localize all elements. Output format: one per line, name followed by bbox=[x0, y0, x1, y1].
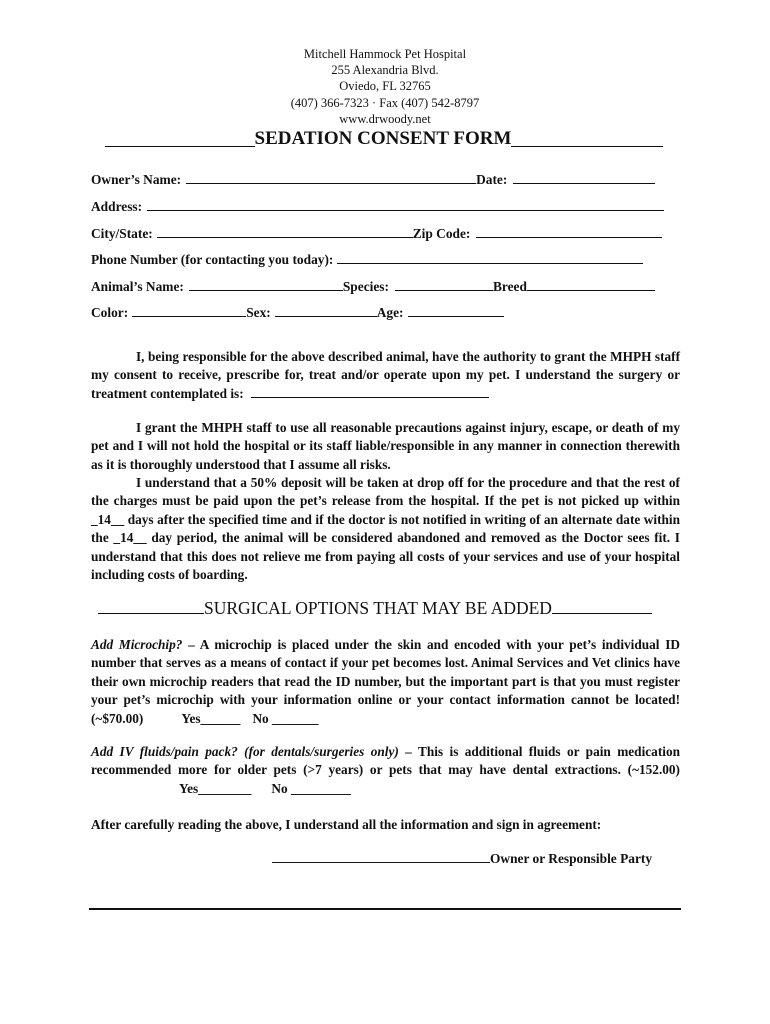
owner-name-field[interactable] bbox=[186, 173, 476, 184]
iv-fluids-yes[interactable]: Yes________ bbox=[179, 780, 252, 796]
form-title bbox=[88, 128, 680, 150]
sex-label: Sex: bbox=[246, 305, 271, 320]
age-field[interactable] bbox=[408, 306, 504, 317]
owner-name-label: Owner’s Name: bbox=[91, 172, 182, 187]
age-label: Age: bbox=[376, 305, 404, 320]
color-label: Color: bbox=[91, 305, 129, 320]
iv-fluids-text: – This is additional fluids or pain medication recommended more for older pets (>7 years) or pets that may have dental extractions. (~152.00) bbox=[91, 744, 680, 778]
section-left-rule bbox=[98, 603, 204, 614]
microchip-label: Add Microchip? bbox=[91, 637, 183, 652]
animal-name-label: Animal’s Name: bbox=[91, 279, 184, 294]
phone-field[interactable] bbox=[337, 253, 643, 264]
authority-paragraph bbox=[91, 348, 680, 403]
surgery-contemplated-field[interactable] bbox=[251, 387, 489, 398]
title-left-rule bbox=[105, 146, 255, 147]
address-field[interactable] bbox=[147, 200, 664, 211]
microchip-yes[interactable]: Yes______ bbox=[181, 710, 241, 726]
breed-field[interactable] bbox=[527, 280, 655, 291]
hospital-website: www.drwoody.net bbox=[339, 111, 431, 126]
hospital-header bbox=[0, 46, 770, 127]
section-right-rule bbox=[552, 603, 652, 614]
signature-label: Owner or Responsible Party bbox=[490, 851, 653, 866]
phone-row bbox=[91, 252, 681, 268]
species-field[interactable] bbox=[395, 280, 493, 291]
animal-name-field[interactable] bbox=[189, 280, 343, 291]
city-state-label: City/State: bbox=[91, 226, 153, 241]
date-field[interactable] bbox=[513, 173, 655, 184]
species-label: Species: bbox=[342, 279, 389, 294]
breed-label: Breed bbox=[492, 279, 527, 294]
surgical-options-title: SURGICAL OPTIONS THAT MAY BE ADDED bbox=[204, 598, 552, 618]
iv-fluids-label: Add IV fluids/pain pack? (for dentals/surgeries only) bbox=[91, 744, 399, 759]
microchip-option bbox=[91, 636, 680, 728]
sex-field[interactable] bbox=[275, 306, 377, 317]
deposit-paragraph: I understand that a 50% deposit will be taken at drop off for the procedure and that the rest of the charges must be paid upon the pet’s release from the hospital. If the pet is not picked up within _14__ days after the specified time and if the doctor is not notified in writing of an alternate date within the _14__ day period, the animal will be considered abandoned and removed as the Doctor sees fit. I understand that this does not relieve me from paying all costs of your services and use of your hospital including costs of boarding. bbox=[91, 475, 680, 583]
agreement-statement: After carefully reading the above, I understand all the information and sign in agreement: bbox=[91, 817, 602, 832]
city-state-field[interactable] bbox=[157, 227, 413, 238]
hospital-address: 255 Alexandria Blvd. bbox=[331, 63, 439, 78]
phone-label: Phone Number (for contacting you today): bbox=[91, 252, 334, 267]
bottom-rule bbox=[89, 908, 681, 910]
precautions-paragraph: I grant the MHPH staff to use all reasonable precautions against injury, escape, or death of my pet and I will not hold the hospital or its staff liable/responsible in any manner in connection therewith as it is thoroughly understood that I assume all risks. bbox=[91, 420, 680, 472]
color-field[interactable] bbox=[132, 306, 246, 317]
microchip-text: – A microchip is placed under the skin and encoded with your pet’s individual ID number that serves as a means of contact if your pet becomes lost. Animal Services and Vet clinics have their own microchip readers that read the ID number, but the important part is that you must register your pet’s microchip with your information online or your contact information cannot be located! (~$70.00) bbox=[91, 637, 680, 726]
date-label: Date: bbox=[476, 172, 508, 187]
animal-row bbox=[91, 279, 681, 295]
signature-row bbox=[272, 851, 682, 867]
zip-code-field[interactable] bbox=[476, 227, 662, 238]
form-title-text: SEDATION CONSENT FORM bbox=[254, 128, 512, 149]
hospital-city: Oviedo, FL 32765 bbox=[339, 79, 431, 94]
address-row bbox=[91, 199, 681, 215]
iv-fluids-option bbox=[91, 743, 680, 798]
signature-field[interactable] bbox=[272, 852, 490, 863]
owner-date-row bbox=[91, 172, 681, 188]
zip-code-label: Zip Code: bbox=[412, 226, 471, 241]
surgical-options-heading bbox=[98, 598, 680, 619]
iv-fluids-no[interactable]: No _________ bbox=[271, 780, 351, 796]
color-sex-age-row bbox=[91, 305, 681, 321]
microchip-no[interactable]: No _______ bbox=[252, 710, 319, 726]
hospital-name: Mitchell Hammock Pet Hospital bbox=[303, 47, 467, 61]
authority-text: I, being responsible for the above described animal, have the authority to grant the MHPH staff my consent to receive, prescribe for, treat and/or operate upon my pet. I understand the surgery or treatment contemplated is: bbox=[91, 349, 680, 401]
hospital-phone-fax: (407) 366-7323 · Fax (407) 542-8797 bbox=[290, 95, 480, 110]
title-right-rule bbox=[511, 146, 663, 147]
address-label: Address: bbox=[91, 199, 143, 214]
city-zip-row bbox=[91, 226, 681, 242]
